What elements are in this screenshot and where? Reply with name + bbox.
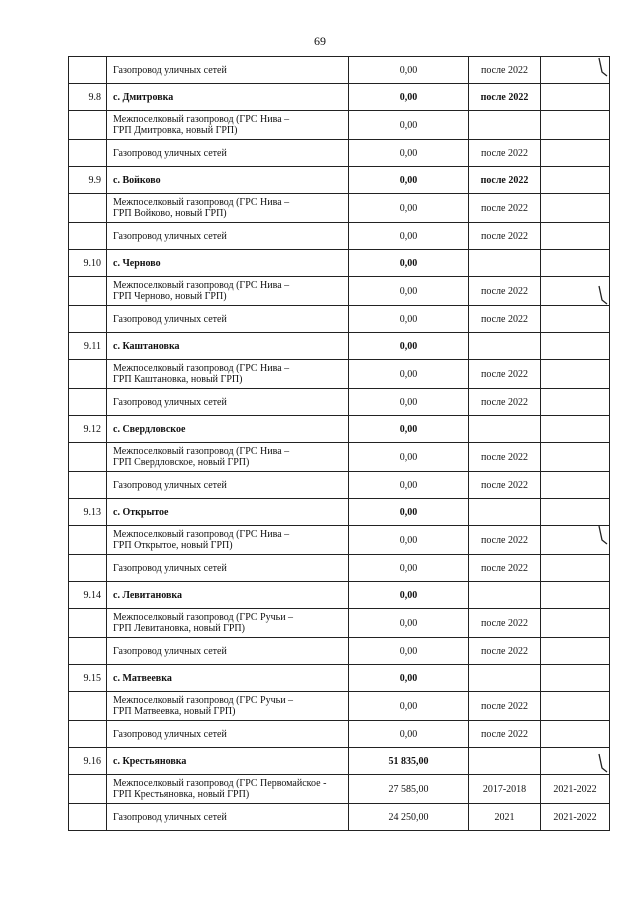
object-name-line: Межпоселковый газопровод (ГРС Нива –: [113, 114, 290, 125]
object-name: [107, 389, 349, 416]
table-row: [69, 638, 610, 665]
period-cell: [469, 250, 541, 277]
item-number: [69, 389, 107, 416]
settlement-row: [69, 665, 610, 692]
amount-cell: 0,00: [349, 499, 469, 526]
object-name-line: с. Матвеевка: [113, 672, 172, 684]
period-cell: [469, 333, 541, 360]
amount-cell: 0,00: [349, 84, 469, 111]
amount-cell: 0,00: [349, 638, 469, 665]
handwritten-check-mark: [596, 56, 610, 80]
object-name-line: ГРП Матвеевка, новый ГРП): [113, 706, 236, 717]
gas-pipeline-table: [68, 56, 610, 831]
object-name: [107, 443, 349, 472]
table-row: [69, 775, 610, 804]
table-row: [69, 306, 610, 333]
completion-period-cell: [541, 84, 610, 111]
item-number: [69, 721, 107, 748]
item-number: 9.8: [69, 84, 107, 111]
table-row: [69, 609, 610, 638]
object-name: [107, 333, 349, 360]
object-name-line: Межпоселковый газопровод (ГРС Ручьи –: [113, 695, 294, 706]
object-name-line: с. Открытое: [113, 506, 169, 518]
amount-cell: 0,00: [349, 609, 469, 638]
table-row: [69, 443, 610, 472]
item-number: [69, 638, 107, 665]
item-number: 9.13: [69, 499, 107, 526]
object-name-line: с. Дмитровка: [113, 91, 174, 103]
amount-cell: 0,00: [349, 526, 469, 555]
item-number: [69, 775, 107, 804]
object-name: [107, 223, 349, 250]
period-cell: после 2022: [469, 472, 541, 499]
object-name: [107, 472, 349, 499]
object-name-line: Межпоселковый газопровод (ГРС Нива –: [113, 446, 290, 457]
amount-cell: 0,00: [349, 167, 469, 194]
table-row: [69, 389, 610, 416]
period-cell: после 2022: [469, 277, 541, 306]
object-name: [107, 775, 349, 804]
item-number: [69, 443, 107, 472]
object-name: [107, 360, 349, 389]
table-row: [69, 804, 610, 831]
period-cell: 2017-2018: [469, 775, 541, 804]
item-number: 9.12: [69, 416, 107, 443]
completion-period-cell: [541, 306, 610, 333]
object-name: [107, 721, 349, 748]
settlement-row: [69, 250, 610, 277]
completion-period-cell: [541, 665, 610, 692]
item-number: [69, 472, 107, 499]
completion-period-cell: [541, 140, 610, 167]
object-name-line: Межпоселковый газопровод (ГРС Нива –: [113, 197, 290, 208]
settlement-row: [69, 416, 610, 443]
completion-period-cell: [541, 389, 610, 416]
object-name-line: Межпоселковый газопровод (ГРС Нива –: [113, 280, 290, 291]
period-cell: после 2022: [469, 306, 541, 333]
handwritten-check-mark: [596, 284, 610, 308]
amount-cell: 0,00: [349, 721, 469, 748]
period-cell: после 2022: [469, 692, 541, 721]
item-number: 9.10: [69, 250, 107, 277]
item-number: 9.11: [69, 333, 107, 360]
object-name-line: Газопровод уличных сетей: [113, 645, 227, 657]
completion-period-cell: [541, 555, 610, 582]
object-name-line: ГРП Открытое, новый ГРП): [113, 540, 233, 551]
object-name: [107, 499, 349, 526]
table-row: [69, 555, 610, 582]
object-name-line: с. Левитановка: [113, 589, 182, 601]
table-body: [69, 57, 610, 831]
object-name: [107, 194, 349, 223]
item-number: [69, 692, 107, 721]
object-name: [107, 555, 349, 582]
object-name-line: с. Свердловское: [113, 423, 186, 435]
object-name-line: Межпоселковый газопровод (ГРС Первомайское -: [113, 778, 327, 789]
completion-period-cell: [541, 499, 610, 526]
amount-cell: 0,00: [349, 333, 469, 360]
settlement-row: [69, 84, 610, 111]
object-name-line: Газопровод уличных сетей: [113, 313, 227, 325]
object-name: [107, 416, 349, 443]
object-name: [107, 582, 349, 609]
period-cell: [469, 582, 541, 609]
object-name-line: Газопровод уличных сетей: [113, 479, 227, 491]
amount-cell: 0,00: [349, 416, 469, 443]
object-name: [107, 665, 349, 692]
object-name-line: ГРП Черново, новый ГРП): [113, 291, 227, 302]
completion-period-cell: [541, 111, 610, 140]
object-name: [107, 84, 349, 111]
table-row: [69, 194, 610, 223]
object-name-line: с. Каштановка: [113, 340, 180, 352]
table-row: [69, 140, 610, 167]
amount-cell: 0,00: [349, 582, 469, 609]
settlement-row: [69, 167, 610, 194]
object-name-line: ГРП Каштановка, новый ГРП): [113, 374, 243, 385]
period-cell: после 2022: [469, 167, 541, 194]
amount-cell: 0,00: [349, 665, 469, 692]
table-row: [69, 721, 610, 748]
item-number: 9.16: [69, 748, 107, 775]
object-name: [107, 57, 349, 84]
page-number: 69: [314, 34, 326, 48]
object-name-line: Газопровод уличных сетей: [113, 64, 227, 76]
period-cell: после 2022: [469, 638, 541, 665]
item-number: [69, 526, 107, 555]
item-number: [69, 194, 107, 223]
item-number: 9.15: [69, 665, 107, 692]
period-cell: после 2022: [469, 526, 541, 555]
amount-cell: 0,00: [349, 277, 469, 306]
settlement-row: [69, 748, 610, 775]
completion-period-cell: 2021-2022: [541, 775, 610, 804]
object-name: [107, 526, 349, 555]
object-name-line: Газопровод уличных сетей: [113, 230, 227, 242]
completion-period-cell: [541, 582, 610, 609]
item-number: [69, 306, 107, 333]
object-name: [107, 277, 349, 306]
object-name-line: Межпоселковый газопровод (ГРС Нива –: [113, 529, 290, 540]
completion-period-cell: [541, 692, 610, 721]
object-name-line: Газопровод уличных сетей: [113, 396, 227, 408]
completion-period-cell: [541, 472, 610, 499]
amount-cell: 0,00: [349, 57, 469, 84]
object-name: [107, 140, 349, 167]
completion-period-cell: [541, 194, 610, 223]
amount-cell: 0,00: [349, 389, 469, 416]
item-number: [69, 360, 107, 389]
handwritten-check-mark: [596, 752, 610, 776]
object-name-line: Межпоселковый газопровод (ГРС Ручьи –: [113, 612, 294, 623]
amount-cell: 0,00: [349, 223, 469, 250]
object-name-line: Газопровод уличных сетей: [113, 728, 227, 740]
item-number: 9.9: [69, 167, 107, 194]
table-row: [69, 526, 610, 555]
table-row: [69, 277, 610, 306]
amount-cell: 0,00: [349, 140, 469, 167]
item-number: [69, 804, 107, 831]
table-row: [69, 692, 610, 721]
item-number: [69, 223, 107, 250]
period-cell: [469, 665, 541, 692]
completion-period-cell: [541, 443, 610, 472]
table-row: [69, 223, 610, 250]
object-name-line: ГРП Крестьяновка, новый ГРП): [113, 789, 250, 800]
period-cell: 2021: [469, 804, 541, 831]
object-name-line: с. Черново: [113, 257, 161, 269]
period-cell: [469, 111, 541, 140]
object-name-line: Газопровод уличных сетей: [113, 811, 227, 823]
table-row: [69, 360, 610, 389]
completion-period-cell: 2021-2022: [541, 804, 610, 831]
period-cell: после 2022: [469, 389, 541, 416]
object-name: [107, 638, 349, 665]
amount-cell: 0,00: [349, 360, 469, 389]
completion-period-cell: [541, 638, 610, 665]
handwritten-check-mark: [596, 524, 610, 548]
period-cell: после 2022: [469, 443, 541, 472]
object-name-line: с. Войково: [113, 174, 161, 186]
amount-cell: 0,00: [349, 692, 469, 721]
settlement-row: [69, 582, 610, 609]
completion-period-cell: [541, 333, 610, 360]
completion-period-cell: [541, 167, 610, 194]
settlement-row: [69, 333, 610, 360]
object-name: [107, 609, 349, 638]
amount-cell: 0,00: [349, 555, 469, 582]
period-cell: после 2022: [469, 140, 541, 167]
period-cell: после 2022: [469, 84, 541, 111]
period-cell: после 2022: [469, 609, 541, 638]
object-name-line: Межпоселковый газопровод (ГРС Нива –: [113, 363, 290, 374]
object-name-line: ГРП Левитановка, новый ГРП): [113, 623, 245, 634]
completion-period-cell: [541, 609, 610, 638]
object-name: [107, 250, 349, 277]
amount-cell: 0,00: [349, 111, 469, 140]
period-cell: после 2022: [469, 360, 541, 389]
completion-period-cell: [541, 416, 610, 443]
object-name: [107, 804, 349, 831]
amount-cell: 51 835,00: [349, 748, 469, 775]
item-number: [69, 140, 107, 167]
period-cell: после 2022: [469, 57, 541, 84]
item-number: 9.14: [69, 582, 107, 609]
object-name: [107, 167, 349, 194]
completion-period-cell: [541, 250, 610, 277]
object-name: [107, 111, 349, 140]
completion-period-cell: [541, 721, 610, 748]
item-number: [69, 57, 107, 84]
item-number: [69, 277, 107, 306]
item-number: [69, 111, 107, 140]
object-name: [107, 306, 349, 333]
completion-period-cell: [541, 360, 610, 389]
amount-cell: 0,00: [349, 472, 469, 499]
object-name: [107, 748, 349, 775]
item-number: [69, 609, 107, 638]
object-name: [107, 692, 349, 721]
amount-cell: 0,00: [349, 443, 469, 472]
object-name-line: Газопровод уличных сетей: [113, 147, 227, 159]
object-name-line: ГРП Свердловское, новый ГРП): [113, 457, 250, 468]
amount-cell: 0,00: [349, 250, 469, 277]
period-cell: после 2022: [469, 194, 541, 223]
object-name-line: ГРП Дмитровка, новый ГРП): [113, 125, 238, 136]
table-row: [69, 472, 610, 499]
amount-cell: 27 585,00: [349, 775, 469, 804]
period-cell: после 2022: [469, 555, 541, 582]
object-name-line: ГРП Войково, новый ГРП): [113, 208, 227, 219]
settlement-row: [69, 499, 610, 526]
period-cell: после 2022: [469, 721, 541, 748]
object-name-line: с. Крестьяновка: [113, 755, 187, 767]
amount-cell: 24 250,00: [349, 804, 469, 831]
period-cell: [469, 416, 541, 443]
object-name-line: Газопровод уличных сетей: [113, 562, 227, 574]
amount-cell: 0,00: [349, 194, 469, 223]
table-row: [69, 57, 610, 84]
period-cell: после 2022: [469, 223, 541, 250]
completion-period-cell: [541, 223, 610, 250]
period-cell: [469, 748, 541, 775]
table-row: [69, 111, 610, 140]
amount-cell: 0,00: [349, 306, 469, 333]
item-number: [69, 555, 107, 582]
period-cell: [469, 499, 541, 526]
